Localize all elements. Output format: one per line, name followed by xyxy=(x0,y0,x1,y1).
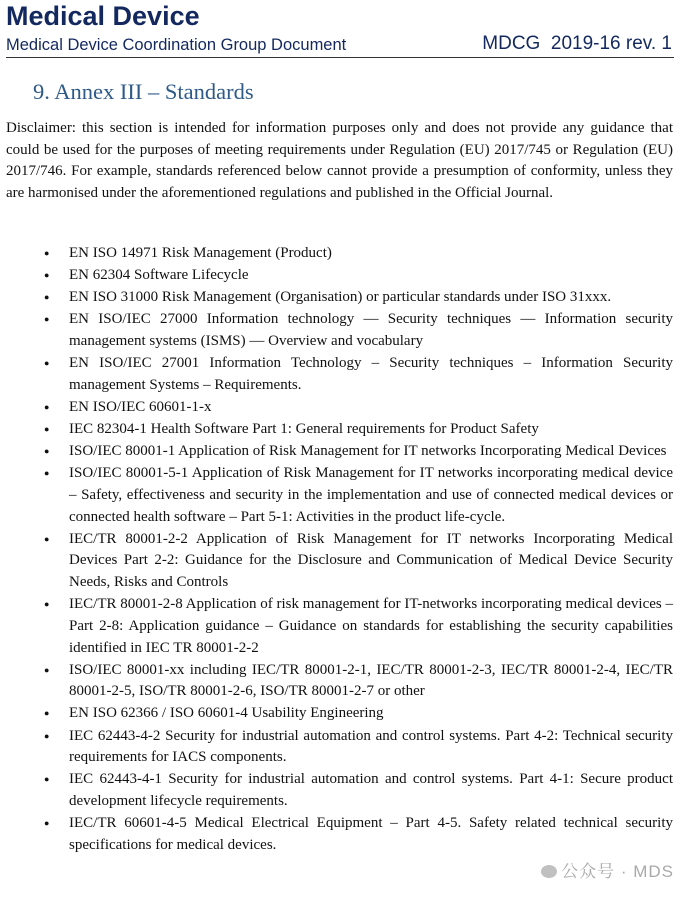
standard-text: IEC 62443-4-1 Security for industrial automation and control systems. Part 4-1: Secure product development lifecycle requirements. xyxy=(69,771,673,810)
bullet-icon: ● xyxy=(44,599,50,610)
bullet-icon: ● xyxy=(44,358,50,369)
section-title: 9. Annex III – Standards xyxy=(33,79,254,104)
bullet-icon: ● xyxy=(44,314,50,325)
bullet-icon: ● xyxy=(44,774,50,785)
standard-text: IEC/TR 80001-2-8 Application of risk management for IT-networks incorporating medical devices – Part 2-8: Application guidance – Guidance on standards for establishing the security capabilities identified in IEC TR 80001-2-2 xyxy=(69,596,673,656)
standard-list-item xyxy=(0,813,673,856)
standard-text: EN ISO/IEC 27000 Information technology — Security techniques — Information security management systems (ISMS) — Overview and vocabulary xyxy=(69,311,673,349)
standard-text: IEC/TR 80001-2-2 Application of Risk Management for IT networks Incorporating Medical Devices Part 2-2: Guidance for the Disclosure and Communication of Medical Device Security Needs, Risks and Controls xyxy=(69,530,673,591)
standard-text: EN ISO/IEC 60601-1-x xyxy=(69,398,212,415)
standard-list-item xyxy=(0,243,673,265)
standard-text: EN ISO 14971 Risk Management (Product) xyxy=(69,245,332,261)
wechat-icon xyxy=(541,865,557,878)
bullet-icon: ● xyxy=(44,533,50,544)
document-header xyxy=(6,0,674,58)
standard-list-item xyxy=(0,441,673,463)
bullet-icon: ● xyxy=(44,818,50,829)
disclaimer-paragraph: Disclaimer: this section is intended for information purposes only and does not provide any guidance that could be used for the purposes of meeting requirements under Regulation (EU) 2017/745 or Regulation (EU) 2017/746. For example, standards referenced below cannot provide a presumption of conformity, unless they are harmonised under the aforementioned regulations and published in the Official Journal. xyxy=(6,120,673,201)
standard-list-item xyxy=(0,397,673,419)
standard-list-item xyxy=(0,594,673,659)
bullet-icon: ● xyxy=(44,664,50,675)
bullet-icon: ● xyxy=(44,401,50,412)
standard-text: IEC 82304-1 Health Software Part 1: General requirements for Product Safety xyxy=(69,420,539,437)
header-divider xyxy=(6,57,674,58)
document-reference: MDCG 2019-16 rev. 1 xyxy=(482,33,672,54)
standard-list-item xyxy=(0,463,673,528)
standard-list-item xyxy=(0,769,673,812)
standard-list-item xyxy=(0,703,673,725)
standards-list xyxy=(0,243,673,857)
bullet-icon: ● xyxy=(44,248,50,258)
standard-list-item xyxy=(0,287,673,309)
standard-list-item xyxy=(0,419,673,441)
standard-text: ISO/IEC 80001-5-1 Application of Risk Management for IT networks incorporating medical device – Safety, effectiveness and security in the implementation and use of connected medical devices or connected health software – Part 5-1: Activities in the product life-cycle. xyxy=(69,465,673,525)
standard-text: IEC 62443-4-2 Security for industrial automation and control systems. Part 4-2: Technical security requirements for IACS components. xyxy=(69,727,673,766)
watermark-text: 公众号 · MDS xyxy=(561,862,674,881)
standard-text: EN ISO 62366 / ISO 60601-4 Usability Engineering xyxy=(69,705,384,722)
standard-text: ISO/IEC 80001-1 Application of Risk Management for IT networks Incorporating Medical Devices xyxy=(69,443,667,460)
bullet-icon: ● xyxy=(44,446,50,457)
standard-list-item xyxy=(0,353,673,396)
bullet-icon: ● xyxy=(44,468,50,479)
standard-list-item xyxy=(0,265,673,287)
bullet-icon: ● xyxy=(44,708,50,719)
watermark xyxy=(541,857,674,882)
bullet-icon: ● xyxy=(44,730,50,741)
bullet-icon: ● xyxy=(44,423,50,434)
standard-text: EN ISO 31000 Risk Management (Organisation) or particular standards under ISO 31xxx. xyxy=(69,289,612,306)
brand-title: Medical Device xyxy=(6,1,200,31)
standard-list-item xyxy=(0,529,673,594)
standard-list-item xyxy=(0,660,673,703)
bullet-icon: ● xyxy=(44,292,50,303)
standard-list-item xyxy=(0,309,673,352)
standard-text: IEC/TR 60601-4-5 Medical Electrical Equipment – Part 4-5. Safety related technical security specifications for medical devices. xyxy=(69,815,673,853)
standard-text: EN 62304 Software Lifecycle xyxy=(69,267,249,284)
standard-text: EN ISO/IEC 27001 Information Technology – Security techniques – Information Security management Systems – Requirements. xyxy=(69,355,673,393)
standard-text: ISO/IEC 80001-xx including IEC/TR 80001-2-1, IEC/TR 80001-2-3, IEC/TR 80001-2-4, IEC/TR 80001-2-5, ISO/TR 80001-2-6, ISO/TR 80001-2-7 or other xyxy=(69,661,673,700)
document-subtitle: Medical Device Coordination Group Document xyxy=(6,36,347,54)
bullet-icon: ● xyxy=(44,270,50,281)
standard-list-item xyxy=(0,726,673,769)
